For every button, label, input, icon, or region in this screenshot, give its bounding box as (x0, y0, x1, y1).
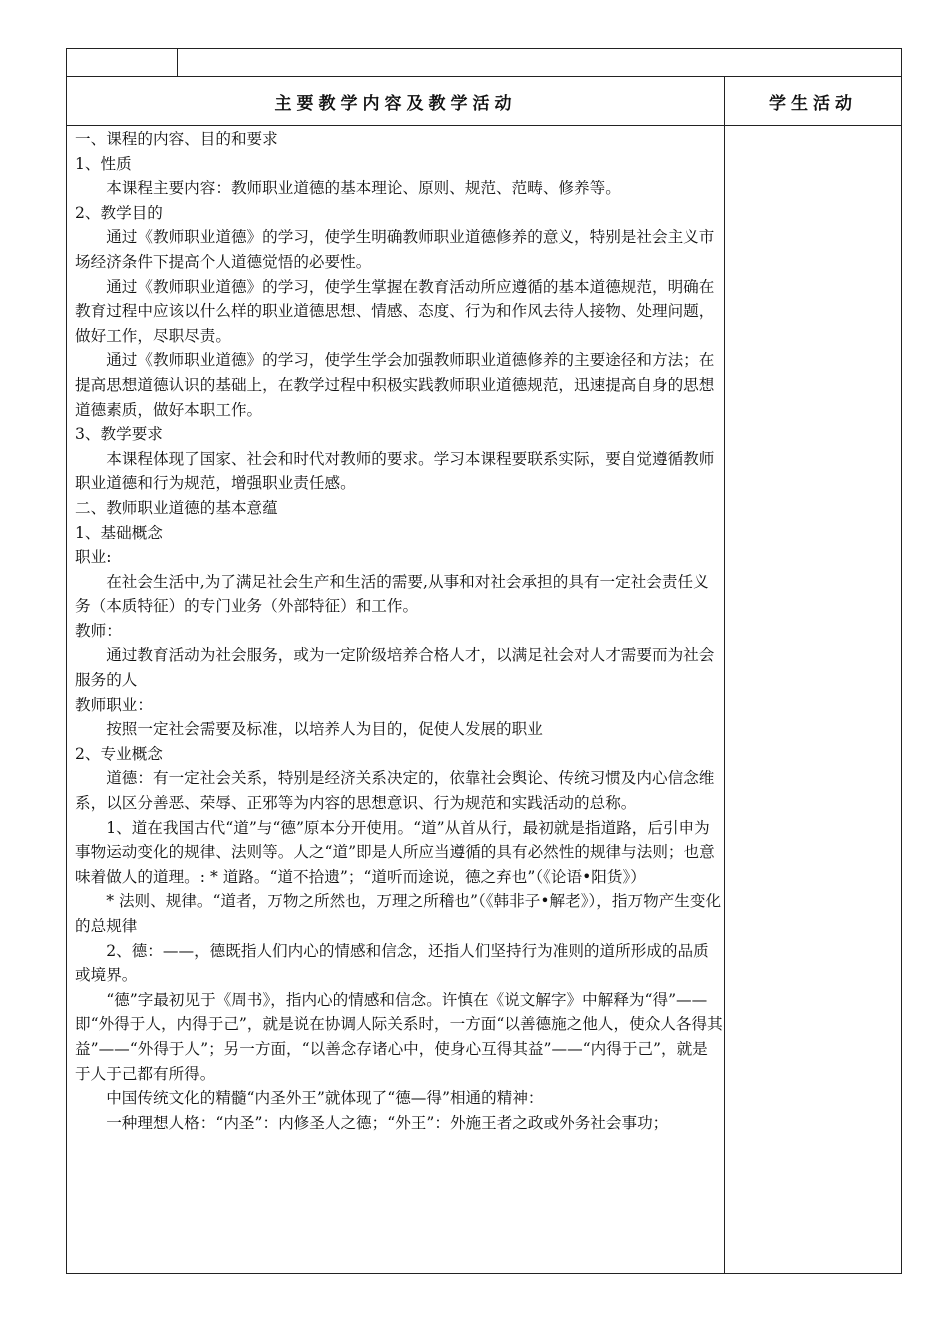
content-paragraph: 本课程体现了国家、社会和时代对教师的要求。学习本课程要联系实际，要自觉遵循教师职业道德和行为规范，增强职业责任感。 (75, 449, 715, 493)
content-paragraph: * 法则、规律。“道者，万物之所然也，万理之所稽也”（《韩非子•解老》），指万物产生变化的总规律 (75, 892, 722, 935)
content-paragraph: 1、道在我国古代“道”与“德”原本分开使用。“道”从首从行，最初就是指道路，后引申为事物运动变化的规律、法则等。人之“道”即是人所应当遵循的具有必然性的规律与法则；也意味着做人的道理。: * 道路。“道不拾遗”；“道听而途说，德之弃也”（《论语•阳货》） (75, 818, 715, 886)
content-paragraph: 1、性质 (75, 154, 132, 173)
content-paragraph: 通过《教师职业道德》的学习，使学生掌握在教育活动所应遵循的基本道德规范，明确在教育过程中应该以什么样的职业道德思想、情感、态度、行为和作风去待人接物、处理问题，做好工作，尽职尽责。 (75, 277, 715, 345)
content-paragraph: 道德：有一定社会关系，特别是经济关系决定的，依靠社会舆论、传统习惯及内心信念维系，以区分善恶、荣辱、正邪等为内容的思想意识、行为规范和实践活动的总称。 (75, 769, 715, 813)
top-row-divider (177, 49, 178, 77)
content-paragraph: 一、课程的内容、目的和要求 (75, 130, 278, 148)
content-paragraph: 中国传统文化的精髓“内圣外王”就体现了“德—得”相通的精神： (106, 1089, 544, 1108)
content-paragraph: 通过《教师职业道德》的学习，使学生明确教师职业道德修养的意义，特别是社会主义市场经济条件下提高个人道德觉悟的必要性。 (75, 228, 715, 271)
content-paragraph: 一种理想人格：“内圣”：内修圣人之德；“外王”：外施王者之政或外务社会事功； (106, 1113, 669, 1132)
header-teaching-content: 主要教学内容及教学活动 (274, 93, 517, 114)
content-paragraph: 3、教学要求 (75, 425, 163, 444)
content-paragraph: 教师： (75, 621, 122, 640)
content-paragraph: 教师职业： (75, 695, 153, 714)
header-student-activity: 学生活动 (769, 93, 857, 114)
column-divider (724, 76, 725, 1273)
content-paragraph: 2、教学目的 (75, 203, 163, 222)
content-paragraph: “德”字最初见于《周书》，指内心的情感和信念。许慎在《说文解字》中解释为“得”——即“外得于人，内得于己”，就是说在协调人际关系时，一方面“以善德施之他人，使众人各得其益”——“外得于人”；另一方面，“以善念存诸心中，使身心互得其益”——“内得于己”，就是于人于己都有所得。 (75, 990, 723, 1083)
content-paragraph: 二、教师职业道德的基本意蕴 (75, 498, 278, 517)
teaching-content-body (75, 127, 723, 1135)
content-paragraph: 本课程主要内容：教师职业道德的基本理论、原则、规范、范畴、修养等。 (106, 179, 621, 198)
content-paragraph: 职业: (75, 548, 112, 567)
content-paragraph: 1、基础概念 (75, 523, 163, 542)
content-paragraph: 2、德：——，德既指人们内心的情感和信念，还指人们坚持行为准则的道所形成的品质或境界。 (75, 941, 709, 985)
content-paragraph: 按照一定社会需要及标准，以培养人为目的，促使人发展的职业 (106, 720, 543, 739)
content-paragraph: 通过《教师职业道德》的学习，使学生学会加强教师职业道德修养的主要途径和方法；在提高思想道德认识的基础上，在教学过程中积极实践教师职业道德规范，迅速提高自身的思想道德素质，做好本职工作。 (75, 351, 715, 419)
content-paragraph: 2、专业概念 (75, 744, 163, 763)
header-row-bottom-border (67, 125, 901, 126)
content-paragraph: 通过教育活动为社会服务，或为一定阶级培养合格人才，以满足社会对人才需要而为社会服务的人 (75, 646, 715, 690)
lesson-plan-table (66, 48, 902, 1274)
content-paragraph: 在社会生活中,为了满足社会生产和生活的需要,从事和对社会承担的具有一定社会责任义务（本质特征）的专门业务（外部特征）和工作。 (75, 572, 709, 616)
